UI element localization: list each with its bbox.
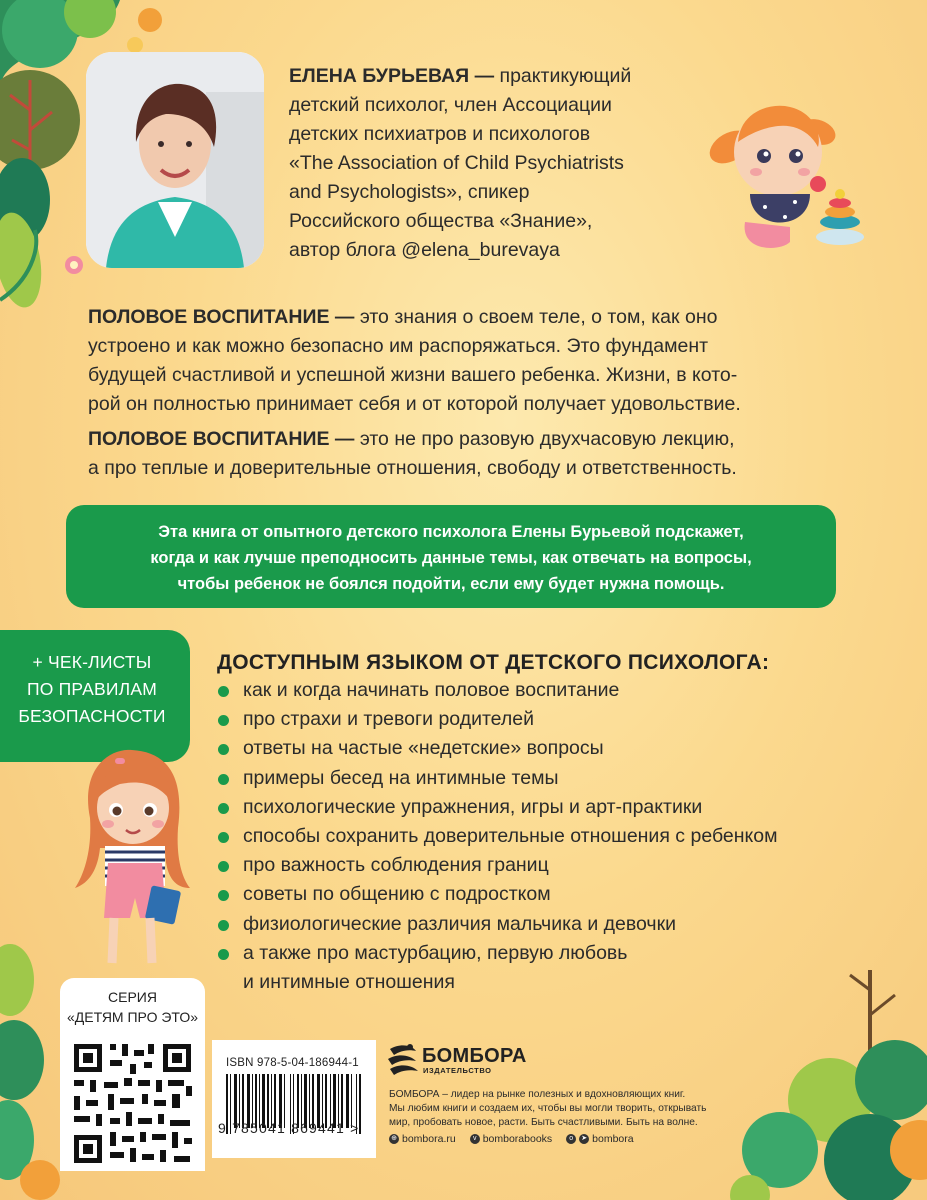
series-title: СЕРИЯ <box>108 989 157 1005</box>
intro-paragraph-1 <box>88 303 848 419</box>
highlight-panel <box>66 505 836 608</box>
author-photo <box>86 52 264 268</box>
highlight-line: Эта книга от опытного детского психолога Елены Бурьевой подскажет, <box>158 523 744 541</box>
publisher-name: БОМБОРА <box>422 1045 527 1067</box>
foliage-bottom-left <box>0 940 60 1200</box>
social-website[interactable] <box>389 1133 456 1145</box>
author-bio-line: практикующий <box>499 65 632 87</box>
intro-line: а про теплые и доверительные отношения, свободу и ответственность. <box>88 457 737 479</box>
intro-line: устроено и как можно безопасно им распоряжаться. Это фундамент <box>88 335 709 357</box>
social-website-label: bombora.ru <box>402 1133 456 1145</box>
bonus-line: БЕЗОПАСНОСТИ <box>18 706 166 726</box>
list-item: советы по общению с подростком <box>218 880 878 909</box>
list-item: способы сохранить доверительные отношения с ребенком <box>218 822 878 851</box>
bonus-tab <box>0 630 190 762</box>
intro-line: будущей счастливой и успешной жизни вашего ребенка. Жизни, в кото- <box>88 364 738 386</box>
list-item-continuation: и интимные отношения <box>243 971 455 994</box>
qr-code <box>60 1036 205 1171</box>
barcode-number: 9 785041 869441 > <box>218 1120 360 1136</box>
publisher-description-line: БОМБОРА – лидер на рынке полезных и вдохновляющих книг. <box>389 1089 686 1100</box>
publisher-description-line: Мы любим книги и создаем их, чтобы вы могли творить, открывать <box>389 1103 707 1114</box>
publisher-logo-icon <box>386 1041 420 1081</box>
girl-illustration <box>70 748 200 968</box>
list-item: физиологические различия мальчика и девочки <box>218 910 878 939</box>
bonus-line: ПО ПРАВИЛАМ <box>27 679 157 699</box>
list-item: про страхи и тревоги родителей <box>218 705 878 734</box>
features-list <box>218 676 878 997</box>
toddler-illustration <box>700 92 870 262</box>
bonus-line: + ЧЕК-ЛИСТЫ <box>32 652 152 672</box>
author-bio-line: автор блога @elena_burevaya <box>289 239 560 261</box>
isbn-text: ISBN 978-5-04-186944-1 <box>226 1057 359 1069</box>
intro-bold-term: ПОЛОВОЕ ВОСПИТАНИЕ — <box>88 306 355 328</box>
author-bio-line: and Psychologists», спикер <box>289 181 530 203</box>
vk-icon: v <box>470 1134 480 1144</box>
author-bio-line: детский психолог, член Ассоциации <box>289 94 612 116</box>
list-item: примеры бесед на интимные темы <box>218 764 878 793</box>
highlight-line: чтобы ребенок не боялся подойти, если ему будет нужна помощь. <box>177 575 725 593</box>
list-item: про важность соблюдения границ <box>218 851 878 880</box>
author-bio <box>289 62 709 265</box>
publisher-subtitle: ИЗДАТЕЛЬСТВО <box>423 1066 492 1075</box>
list-item: психологические упражнения, игры и арт-практики <box>218 793 878 822</box>
ok-icon: o <box>566 1134 576 1144</box>
features-heading: ДОСТУПНЫМ ЯЗЫКОМ ОТ ДЕТСКОГО ПСИХОЛОГА: <box>217 651 770 674</box>
social-vk[interactable] <box>470 1133 552 1145</box>
list-item: ответы на частые «недетские» вопросы <box>218 734 878 763</box>
publisher-socials <box>389 1133 634 1145</box>
list-item: как и когда начинать половое воспитание <box>218 676 878 705</box>
social-vk-label: bomborabooks <box>482 1133 553 1145</box>
author-name: ЕЛЕНА БУРЬЕВАЯ — <box>289 65 495 87</box>
author-bio-line: Российского общества «Знание», <box>289 210 593 232</box>
list-item-text: а также про мастурбацию, первую любовь <box>243 941 628 964</box>
list-item <box>218 939 878 997</box>
publisher-description-line: мир, пробовать новое, расти. Быть счастливыми. Быть на волне. <box>389 1117 698 1128</box>
author-bio-line: детских психиатров и психологов <box>289 123 591 145</box>
author-bio-line: «The Association of Child Psychiatrists <box>289 152 624 174</box>
intro-line: это знания о своем теле, о том, как оно <box>359 306 718 328</box>
intro-paragraph-2 <box>88 425 848 483</box>
social-messengers[interactable] <box>566 1133 633 1145</box>
publisher-description <box>389 1088 719 1130</box>
telegram-icon: ➤ <box>579 1134 589 1144</box>
series-name: «ДЕТЯМ ПРО ЭТО» <box>66 1009 199 1025</box>
highlight-line: когда и как лучше преподносить данные темы, как отвечать на вопросы, <box>150 549 752 567</box>
intro-line: рой он полностью принимает себя и от которой получает удовольствие. <box>88 393 741 415</box>
intro-line: это не про разовую двухчасовую лекцию, <box>359 428 735 450</box>
social-messengers-label: bombora <box>592 1133 634 1145</box>
globe-icon: ⊕ <box>389 1134 399 1144</box>
intro-bold-term: ПОЛОВОЕ ВОСПИТАНИЕ — <box>88 428 355 450</box>
series-label <box>60 978 205 1038</box>
